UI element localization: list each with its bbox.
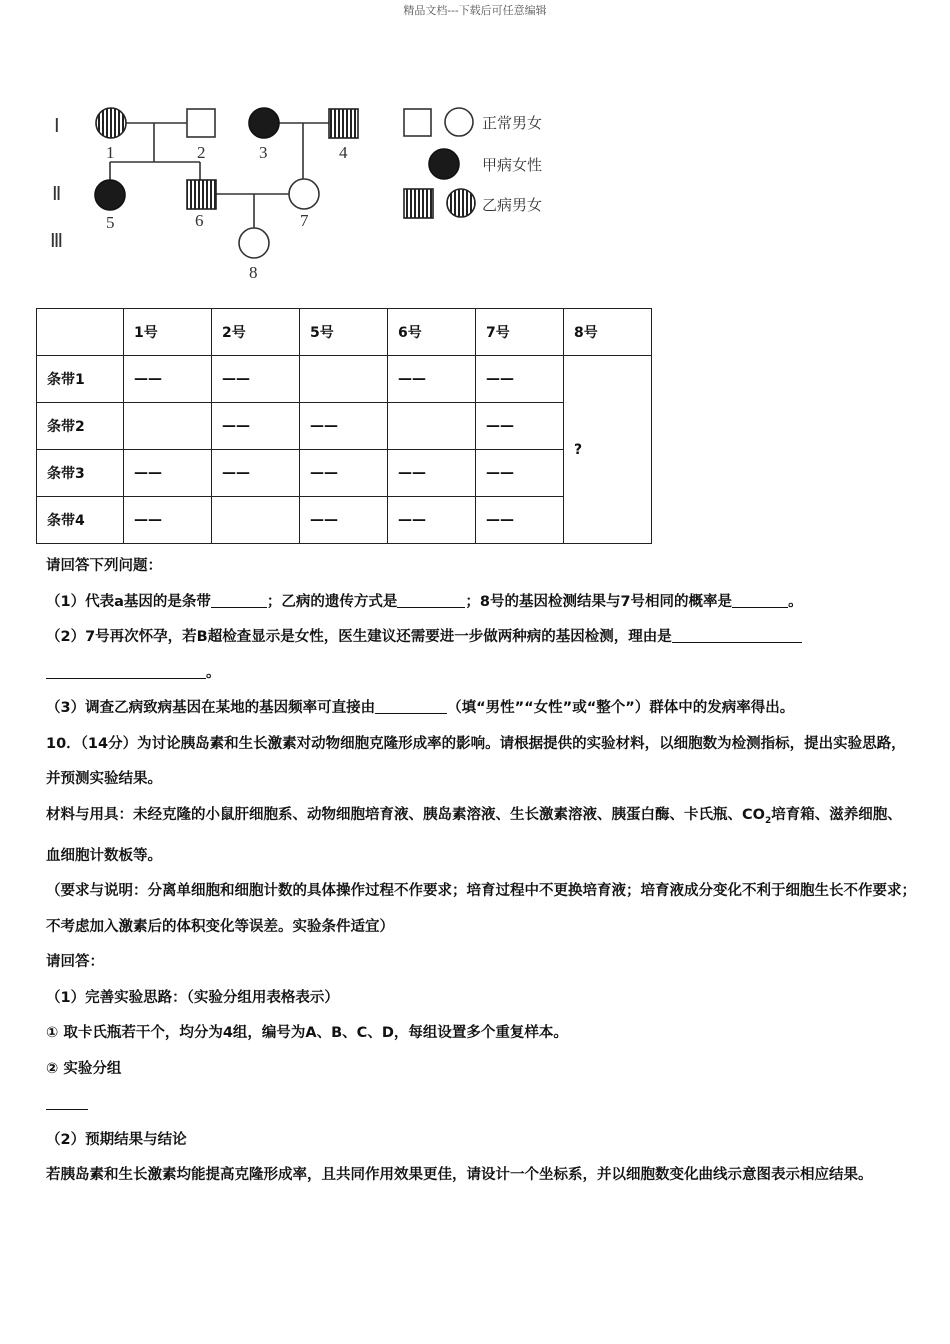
- table-cell: ——: [388, 497, 476, 544]
- individual-label-1: 1: [106, 143, 115, 162]
- intro-line: 请回答下列问题：: [46, 558, 162, 574]
- question-1-part-c: ；8号的基因检测结果与7号相同的概率是: [465, 593, 733, 610]
- individual-4-male-disease-b: [329, 109, 358, 138]
- individual-3-female-disease-a: [249, 108, 279, 138]
- pedigree-legend: [404, 108, 542, 218]
- question-2: [46, 620, 916, 656]
- table-header-cell: 1号: [124, 309, 212, 356]
- legend-disease-b-male-symbol: [404, 189, 433, 218]
- table-cell: ——: [124, 497, 212, 544]
- question-2-part-a: （2）7号再次怀孕，若B超检查显示是女性，医生建议还需要进一步做两种病的基因检测，理由是: [46, 629, 672, 645]
- table-header-cell: [37, 309, 124, 356]
- table-header-cell: 6号: [388, 309, 476, 356]
- generation-label-1: Ⅰ: [54, 116, 60, 137]
- table-cell: ——: [124, 356, 212, 403]
- individual-1-female-disease-b: [96, 108, 126, 138]
- individual-8-female-normal: [239, 228, 269, 258]
- generation-label-2: Ⅱ: [52, 184, 62, 205]
- table-row: [37, 356, 652, 403]
- answer-blank[interactable]: [46, 663, 206, 679]
- legend-normal-female-symbol: [445, 108, 473, 136]
- question-1-part-a: （1）代表a基因的是条带: [46, 593, 211, 610]
- individual-label-5: 5: [106, 213, 115, 232]
- question-2-continued: [46, 656, 916, 692]
- question-text: [46, 549, 916, 1194]
- table-header-cell: 2号: [212, 309, 300, 356]
- materials-line: [46, 798, 916, 875]
- legend-normal-male-symbol: [404, 109, 431, 136]
- individual-6-male-disease-b: [187, 180, 216, 209]
- question-3: [46, 691, 916, 727]
- requirements-line: （要求与说明：分离单细胞和细胞计数的具体操作过程不作要求；培育过程中不更换培育液；培育液成分变化不利于细胞生长不作要求；不考虑加入激素后的体积变化等误差。实验条件适宜）: [46, 883, 916, 935]
- section-1-step-1: ① 取卡氏瓶若干个，均分为4组，编号为A、B、C、D，每组设置多个重复样本。: [46, 1025, 568, 1042]
- answer-blank[interactable]: [397, 592, 465, 608]
- table-cell: ——: [388, 450, 476, 497]
- table-cell: ——: [300, 403, 388, 450]
- materials-part-a: 材料与用具：未经克隆的小鼠肝细胞系、动物细胞培育液、胰岛素溶液、生长激素溶液、胰蛋白酶、卡氏瓶、CO: [46, 806, 765, 823]
- answer-blank[interactable]: [46, 1095, 88, 1111]
- generation-label-3: Ⅲ: [50, 231, 64, 252]
- table-row: [37, 403, 652, 450]
- table-cell: ——: [300, 450, 388, 497]
- question-1-part-b: ；乙病的遗传方式是: [266, 593, 398, 610]
- table-cell: ——: [300, 497, 388, 544]
- materials-part-b: 培育箱、滋养细胞、血细胞计数板等。: [46, 806, 902, 864]
- row-label: 条带4: [37, 497, 124, 544]
- row-label: 条带1: [37, 356, 124, 403]
- table-cell: ——: [476, 403, 564, 450]
- table-cell: [388, 403, 476, 450]
- pedigree-diagram: [30, 92, 590, 292]
- materials-subscript: 2: [764, 815, 772, 826]
- section-1-heading: （1）完善实验思路：（实验分组用表格表示）: [46, 989, 339, 1006]
- table-cell: ——: [388, 356, 476, 403]
- legend-label-disease-b: 乙病男女: [482, 196, 543, 214]
- legend-disease-a-female-symbol: [429, 149, 459, 179]
- please-answer: 请回答：: [46, 954, 104, 971]
- table-cell: [124, 403, 212, 450]
- question-3-part-b: （填“男性”“女性”或“整个”）群体中的发病率得出。: [447, 700, 795, 716]
- section-1-step-2: ② 实验分组: [46, 1060, 122, 1077]
- question-3-part-a: （3）调查乙病致病基因在某地的基因频率可直接由: [46, 700, 376, 716]
- table-cell: ——: [476, 497, 564, 544]
- individual-label-3: 3: [259, 143, 268, 162]
- row-label: 条带2: [37, 403, 124, 450]
- table-header-row: [37, 309, 652, 356]
- legend-label-disease-a: 甲病女性: [482, 156, 543, 174]
- answer-blank[interactable]: [375, 699, 447, 715]
- section-2-heading: （2）预期结果与结论: [46, 1131, 187, 1148]
- table-cell: ——: [212, 450, 300, 497]
- table-header-cell: 5号: [300, 309, 388, 356]
- table-cell: ——: [476, 356, 564, 403]
- table-cell: ——: [212, 403, 300, 450]
- table-cell: [212, 497, 300, 544]
- individual-5-female-disease-a: [95, 180, 125, 210]
- question-1-part-d: 。: [788, 593, 803, 610]
- individual-label-6: 6: [195, 211, 204, 230]
- question-10-stem: 10．（14分）为讨论胰岛素和生长激素对动物细胞克隆形成率的影响。请根据提供的实验材料，以细胞数为检测指标，提出实验思路，并预测实验结果。: [46, 735, 906, 787]
- table-cell: ——: [212, 356, 300, 403]
- pedigree-lines: [110, 123, 329, 228]
- individual-8-result-cell: ?: [564, 356, 652, 544]
- page-header: 精品文档---下载后可任意编辑: [403, 4, 547, 17]
- row-label: 条带3: [37, 450, 124, 497]
- individual-label-8: 8: [249, 263, 258, 282]
- answer-line: [46, 1087, 916, 1123]
- gene-band-table: [36, 308, 652, 544]
- table-cell: [300, 356, 388, 403]
- individual-label-2: 2: [197, 143, 206, 162]
- table-row: [37, 497, 652, 544]
- answer-blank[interactable]: [732, 592, 788, 608]
- individual-label-7: 7: [300, 211, 309, 230]
- legend-disease-b-female-symbol: [447, 189, 475, 217]
- table-header-cell: 7号: [476, 309, 564, 356]
- individual-label-4: 4: [339, 143, 348, 162]
- question-1: [46, 585, 916, 621]
- question-2-part-b: 。: [206, 664, 221, 681]
- legend-label-normal: 正常男女: [482, 114, 543, 132]
- table-row: [37, 450, 652, 497]
- answer-blank[interactable]: [672, 628, 802, 644]
- answer-blank[interactable]: [211, 592, 267, 608]
- individual-7-female-normal: [289, 179, 319, 209]
- individual-2-male-normal: [187, 109, 215, 137]
- table-header-cell: 8号: [564, 309, 652, 356]
- table-cell: ——: [476, 450, 564, 497]
- table-cell: ——: [124, 450, 212, 497]
- section-2-text: 若胰岛素和生长激素均能提高克隆形成率，且共同作用效果更佳，请设计一个坐标系，并以细胞数变化曲线示意图表示相应结果。: [46, 1167, 873, 1184]
